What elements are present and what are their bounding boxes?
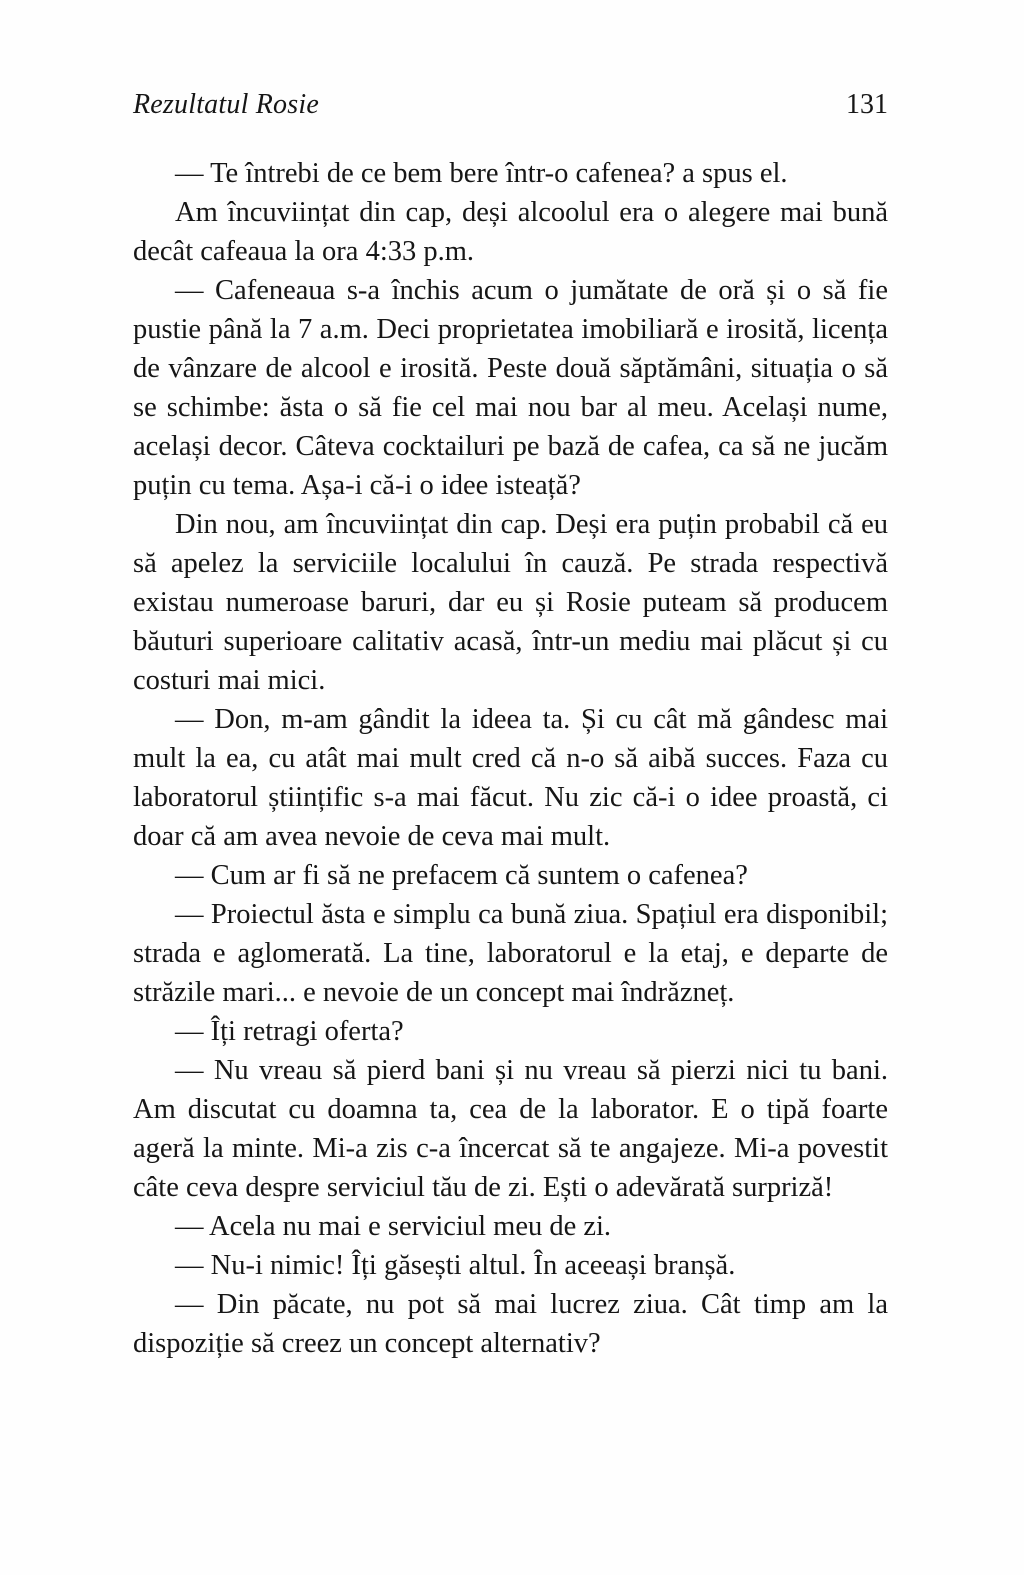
paragraph: — Îți retragi oferta? — [175, 1016, 404, 1047]
paragraph: — Don, m-am gândit la ideea ta. Și cu cât mă gândesc mai mult la ea, cu atât mai mult cred că n-o să aibă succes. Faza cu laboratorul științific s-a mai făcut. Nu zic că-i o idee proastă, ci doar că am avea nevoie de ceva mai mult. — [133, 704, 888, 852]
paragraph: — Cafeneaua s-a închis acum o jumătate de oră și o să fie pustie până la 7 a.m. Deci proprietatea imobiliară e irosită, licența de vânzare de alcool e irosită. Peste două săptămâni, situația o să se schimbe: ăsta o să fie cel mai nou bar al meu. Același nume, același decor. Câteva cocktailuri pe bază de cafea, ca să ne jucăm puțin cu tema. Așa-i că-i o idee isteață? — [133, 275, 888, 501]
paragraph: — Acela nu mai e serviciul meu de zi. — [175, 1211, 612, 1242]
page-body — [133, 154, 888, 1363]
paragraph: — Nu vreau să pierd bani și nu vreau să pierzi nici tu bani. Am discutat cu doamna ta, cea de la laborator. E o tipă foarte ageră la minte. Mi-a zis c-a încercat să te angajeze. Mi-a povestit câte ceva despre serviciul tău de zi. Ești o adevărată surpriză! — [133, 1055, 888, 1203]
paragraph: Am încuviințat din cap, deși alcoolul era o alegere mai bună decât cafeaua la ora 4:33 p.m. — [133, 197, 888, 267]
paragraph: Din nou, am încuviințat din cap. Deși era puțin probabil că eu să apelez la serviciile localului în cauză. Pe strada respectivă existau numeroase baruri, dar eu și Rosie puteam să producem băuturi superioare calitativ acasă, într-un mediu mai plăcut și cu costuri mai mici. — [133, 509, 888, 696]
page-number: 131 — [846, 89, 888, 120]
running-header — [133, 90, 888, 120]
paragraph: — Te întrebi de ce bem bere într-o cafenea? a spus el. — [175, 158, 788, 189]
paragraph: — Din păcate, nu pot să mai lucrez ziua. Cât timp am la dispoziție să creez un concept alternativ? — [133, 1289, 888, 1359]
paragraph: — Cum ar fi să ne prefacem că suntem o cafenea? — [175, 860, 748, 891]
paragraph: — Proiectul ăsta e simplu ca bună ziua. Spațiul era disponibil; strada e aglomerată. La tine, laboratorul e la etaj, e departe de străzile mari... e nevoie de un concept mai îndrăzneț. — [133, 899, 888, 1008]
paragraph: — Nu-i nimic! Îți găsești altul. În aceeași branșă. — [175, 1250, 736, 1281]
book-title: Rezultatul Rosie — [133, 89, 319, 120]
